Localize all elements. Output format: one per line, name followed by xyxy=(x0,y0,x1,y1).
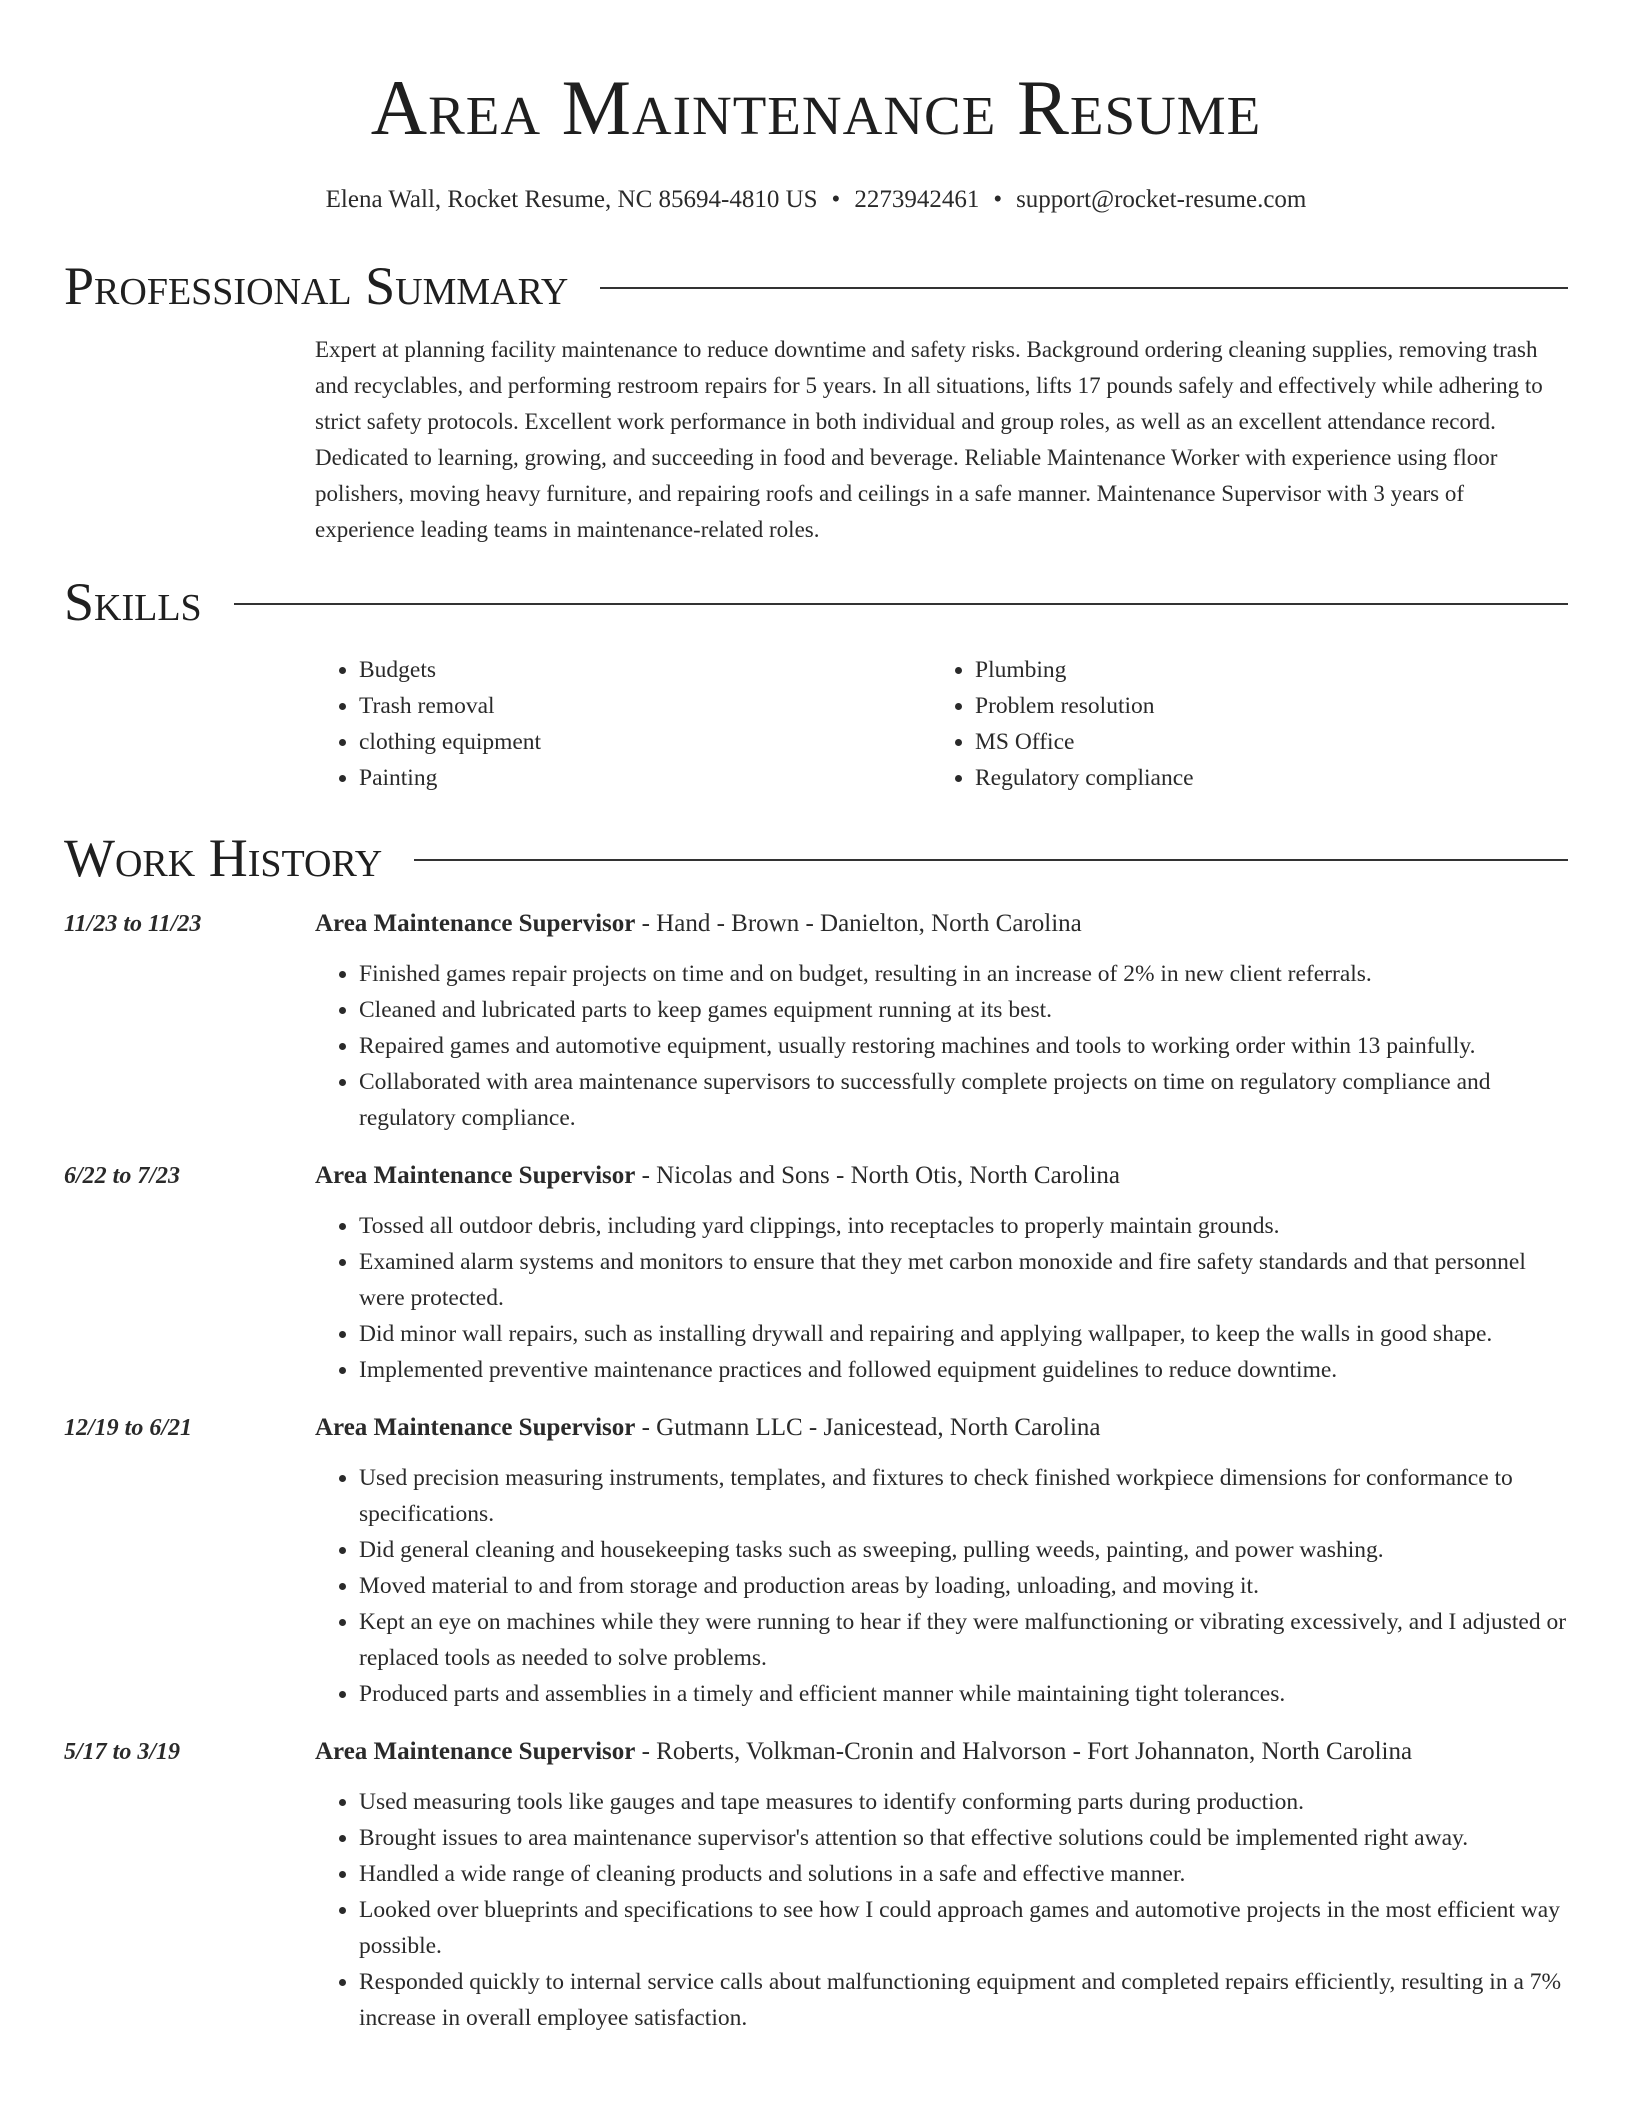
skill-item: • MS Office xyxy=(975,724,1547,760)
contact-email[interactable]: support@rocket-resume.com xyxy=(1016,186,1307,213)
job-bullet: • Repaired games and automotive equipment, usually restoring machines and tools to working order within 13 painfully. xyxy=(359,1028,1568,1064)
skill-item: • Regulatory compliance xyxy=(975,760,1547,796)
job-header xyxy=(315,1158,1568,1194)
job-employer: - Nicolas and Sons - North Otis, North Carolina xyxy=(635,1162,1120,1189)
job-role: Area Maintenance Supervisor xyxy=(315,1414,636,1441)
job-bullet: • Used precision measuring instruments, templates, and fixtures to check finished workpiece dimensions for conformance to specifications. xyxy=(359,1460,1568,1532)
job-bullet: • Did minor wall repairs, such as installing drywall and repairing and applying wallpaper, to keep the walls in good shape. xyxy=(359,1316,1568,1352)
summary-text: Expert at planning facility maintenance to reduce downtime and safety risks. Background ordering cleaning supplies, removing trash and recyclables, and performing restroom repairs for 5 years. In all situations, lifts 17 pounds safely and effectively while adhering to strict safety protocols. Excellent work performance in both individual and group roles, as well as an excellent attendance record. Dedicated to learning, growing, and succeeding in food and beverage. Reliable Maintenance Worker with experience using floor polishers, moving heavy furniture, and repairing roofs and ceilings in a safe manner. Maintenance Supervisor with 3 years of experience leading teams in maintenance-related roles. xyxy=(315,337,1543,542)
skill-item: • Plumbing xyxy=(975,652,1547,688)
job-details xyxy=(315,1734,1568,2036)
job-bullets xyxy=(315,1784,1568,2036)
job-employer: - Hand - Brown - Danielton, North Carolina xyxy=(635,910,1082,937)
job-bullet: • Collaborated with area maintenance supervisors to successfully complete projects on time on regulatory compliance and regulatory compliance. xyxy=(359,1064,1568,1136)
job-role: Area Maintenance Supervisor xyxy=(315,1738,636,1765)
job-bullet: • Implemented preventive maintenance practices and followed equipment guidelines to reduce downtime. xyxy=(359,1352,1568,1388)
contact-separator: • xyxy=(831,186,841,213)
work-heading: Work History xyxy=(64,828,383,888)
job-header xyxy=(315,906,1568,942)
job-entry xyxy=(64,1410,1568,1712)
job-bullet: • Cleaned and lubricated parts to keep games equipment running at its best. xyxy=(359,992,1568,1028)
job-bullet: • Handled a wide range of cleaning products and solutions in a safe and effective manner. xyxy=(359,1856,1568,1892)
job-dates: 12/19 to 6/21 xyxy=(64,1415,193,1441)
skill-item: • clothing equipment xyxy=(359,724,931,760)
skills-section xyxy=(315,652,1568,796)
skills-columns xyxy=(315,652,1568,796)
job-details xyxy=(315,906,1568,1136)
section-divider xyxy=(600,287,1568,289)
job-bullets xyxy=(315,1460,1568,1712)
job-dates: 5/17 to 3/19 xyxy=(64,1739,181,1765)
job-bullets xyxy=(315,956,1568,1136)
job-bullet: • Used measuring tools like gauges and tape measures to identify conforming parts during production. xyxy=(359,1784,1568,1820)
job-bullet: • Examined alarm systems and monitors to ensure that they met carbon monoxide and fire safety standards and that personnel were protected. xyxy=(359,1244,1568,1316)
summary-heading: Professional Summary xyxy=(64,256,569,316)
job-header xyxy=(315,1410,1568,1446)
job-bullet: • Tossed all outdoor debris, including yard clippings, into receptacles to properly maintain grounds. xyxy=(359,1208,1568,1244)
skill-item: • Budgets xyxy=(359,652,931,688)
job-employer: - Gutmann LLC - Janicestead, North Carolina xyxy=(635,1414,1101,1441)
job-entry xyxy=(64,1734,1568,2036)
job-bullet: • Did general cleaning and housekeeping tasks such as sweeping, pulling weeds, painting, and power washing. xyxy=(359,1532,1568,1568)
job-bullets xyxy=(315,1208,1568,1388)
section-divider xyxy=(414,859,1568,861)
job-bullet: • Looked over blueprints and specifications to see how I could approach games and automotive projects in the most efficient way possible. xyxy=(359,1892,1568,1964)
job-bullet: • Moved material to and from storage and production areas by loading, unloading, and moving it. xyxy=(359,1568,1568,1604)
contact-address: Elena Wall, Rocket Resume, NC 85694-4810 US xyxy=(325,186,818,213)
summary-section xyxy=(315,332,1568,548)
contact-phone: 2273942461 xyxy=(854,186,980,213)
contact-line xyxy=(64,184,1568,216)
job-details xyxy=(315,1410,1568,1712)
job-entry xyxy=(64,906,1568,1136)
work-history-section xyxy=(64,906,1568,2036)
skill-item: • Problem resolution xyxy=(975,688,1547,724)
skills-list-right xyxy=(931,652,1547,796)
job-bullet: • Responded quickly to internal service calls about malfunctioning equipment and completed repairs efficiently, resulting in a 7% increase in overall employee satisfaction. xyxy=(359,1964,1568,2036)
skills-list-left xyxy=(315,652,931,796)
job-details xyxy=(315,1158,1568,1388)
job-role: Area Maintenance Supervisor xyxy=(315,910,636,937)
job-bullet: • Kept an eye on machines while they were running to hear if they were malfunctioning or vibrating excessively, and I adjusted or replaced tools as needed to solve problems. xyxy=(359,1604,1568,1676)
job-dates: 11/23 to 11/23 xyxy=(64,911,202,937)
job-bullet: • Brought issues to area maintenance supervisor's attention so that effective solutions could be implemented right away. xyxy=(359,1820,1568,1856)
skill-item: • Trash removal xyxy=(359,688,931,724)
job-bullet: • Finished games repair projects on time and on budget, resulting in an increase of 2% in new client referrals. xyxy=(359,956,1568,992)
job-role: Area Maintenance Supervisor xyxy=(315,1162,636,1189)
resume-title: Area Maintenance Resume xyxy=(370,64,1262,151)
resume-page xyxy=(64,0,1568,2036)
skill-item: • Painting xyxy=(359,760,931,796)
job-employer: - Roberts, Volkman-Cronin and Halvorson - Fort Johannaton, North Carolina xyxy=(635,1738,1413,1765)
job-header xyxy=(315,1734,1568,1770)
summary-section-header xyxy=(64,254,1568,318)
contact-separator: • xyxy=(993,186,1003,213)
work-section-header xyxy=(64,826,1568,890)
skills-heading: Skills xyxy=(64,572,202,632)
job-dates: 6/22 to 7/23 xyxy=(64,1163,181,1189)
job-bullet: • Produced parts and assemblies in a timely and efficient manner while maintaining tight tolerances. xyxy=(359,1676,1568,1712)
skills-section-header xyxy=(64,570,1568,634)
section-divider xyxy=(234,603,1568,605)
job-entry xyxy=(64,1158,1568,1388)
